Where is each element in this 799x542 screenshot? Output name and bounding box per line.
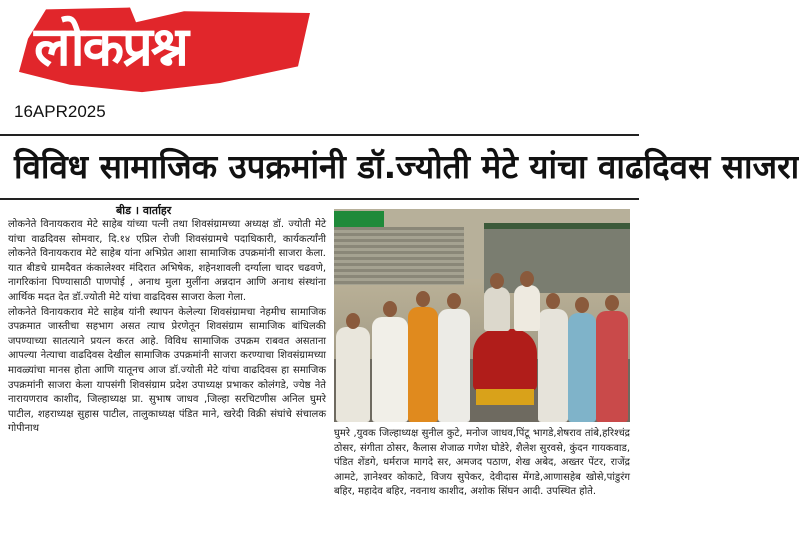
photo-shop-shutter: [334, 227, 464, 285]
photo-person-head: [383, 301, 397, 317]
article-column-right: [334, 427, 630, 542]
photo-shop-front: [484, 223, 630, 293]
headline-top-rule: [0, 134, 639, 136]
photo-person: [438, 309, 470, 422]
photo-person: [596, 311, 628, 422]
event-photo: [334, 209, 630, 422]
photo-person: [408, 307, 438, 422]
photo-person-head: [546, 293, 560, 309]
photo-person-head: [520, 271, 534, 287]
article-dateline: बीड । वार्ताहर: [116, 204, 172, 217]
article-paragraph: लोकनेते विनायकराव मेटे साहेब यांच्या पत्नी तथा शिवसंग्रामच्या अध्यक्ष डॉ. ज्योती मेटे यांचा वाढदिवस सोमवार, दि.१४ एप्रिल रोजी शिवसंग्रामचे पदाधिकारी, कार्यकर्त्यांनी लोकनेते विनायकराव मेटे साहेब यांना अभिप्रेत आशा सामाजिक उपक्रमांनी साजरा केला. यात बीडचे ग्रामदैवत कंकालेश्वर मंदिरात अभिषेक, शहेनशावली दर्ग्याला चादर चढवणे, नागरिकांना पिण्यासाठी पाणपोई , अनाथ मुला मुलींना अन्नदान आणि अनाथ संस्थांना आर्थिक मदत देत डॉ.ज्योती मेटे यांचा वाढदिवस साजरा केला गेला.: [8, 219, 326, 303]
article-column-left: [8, 218, 326, 542]
photo-person-head: [416, 291, 430, 307]
article-headline: विविध सामाजिक उपक्रमांनी डॉ.ज्योती मेटे यांचा वाढदिवस साजरा: [14, 147, 799, 186]
photo-person: [372, 317, 408, 422]
headline-bottom-rule: [0, 198, 639, 200]
edition-date: 16APR2025: [14, 102, 106, 121]
photo-person-head: [575, 297, 589, 313]
masthead-title: लोकप्रश्न: [34, 14, 187, 78]
photo-person: [484, 287, 510, 331]
photo-red-cloth: [473, 329, 537, 391]
photo-person: [336, 327, 370, 422]
photo-green-banner: [334, 211, 384, 227]
article-paragraph: घुमरे ,युवक जिल्हाध्यक्ष सुनील कुटे, मनोज जाधव,पिंटू भागडे,शेषराव तांबे,हरिश्चंद्र ठोसर, संगीता ठोसर, कैलास शेजाळ गणेश घोडेरे, शैलेश सुरवसे, कुंदन गायकवाड, पंडित शेंडगे, धर्मराज मागदे सर, अमजद पठाण, शेख अबेद, अख्तर पेंटर, राजेंद्र आमटे, ज्ञानेश्वर कोकाटे, विजय सुपेकर, देवीदास मेंगडे,आणासहेब खोसे,पांडुरंग बहिर, महादेव बहिर, नवनाथ काशीद, अशोक सिंघन आदी. उपस्थित होते.: [334, 428, 630, 498]
photo-yellow-base: [476, 389, 534, 405]
photo-person: [538, 309, 568, 422]
photo-person-head: [346, 313, 360, 329]
photo-person: [514, 285, 540, 331]
photo-person: [568, 313, 596, 422]
article-paragraph: लोकनेते विनायकराव मेटे साहेब यांनी स्थापन केलेल्या शिवसंग्रामचा नेहमीच सामाजिक उपक्रमात जास्तीचा सहभाग असत त्याच प्रेरणेतून शिवसंग्राम सामाजिक बांधिलकी जपण्याच्या सातत्याने प्रयत्न करत आहे. विविध सामाजिक उपक्रम राबवत असताना आपल्या नेत्याचा वाढदिवस देखील सामाजिक उपक्रमांनी साजरा करण्याचा शिवसंग्रामच्या मावळ्यांचा मानस होता आणि यातूनच आज डॉ.ज्योती मेटे यांचा वाढदिवस हा समाजिक उपक्रमांनी साजरा केला यापसंगी शिवसंग्राम प्रदेश उपाध्यक्ष प्रभाकर कोलंगडे, ज्येष्ठ नेते नारायणराव काशीद, जिल्हाध्यक्ष प्रा. सुभाष जाधव ,जिल्हा सरचिटणीस अनिल घुमरे पाटील, शहराध्यक्ष सुहास पाटील, तालुकाध्यक्ष पंडित माने, खरेदी विक्री संघांचे संचालक गोपीनाथ: [8, 306, 326, 435]
photo-person-head: [605, 295, 619, 311]
photo-person-head: [447, 293, 461, 309]
photo-person-head: [490, 273, 504, 289]
